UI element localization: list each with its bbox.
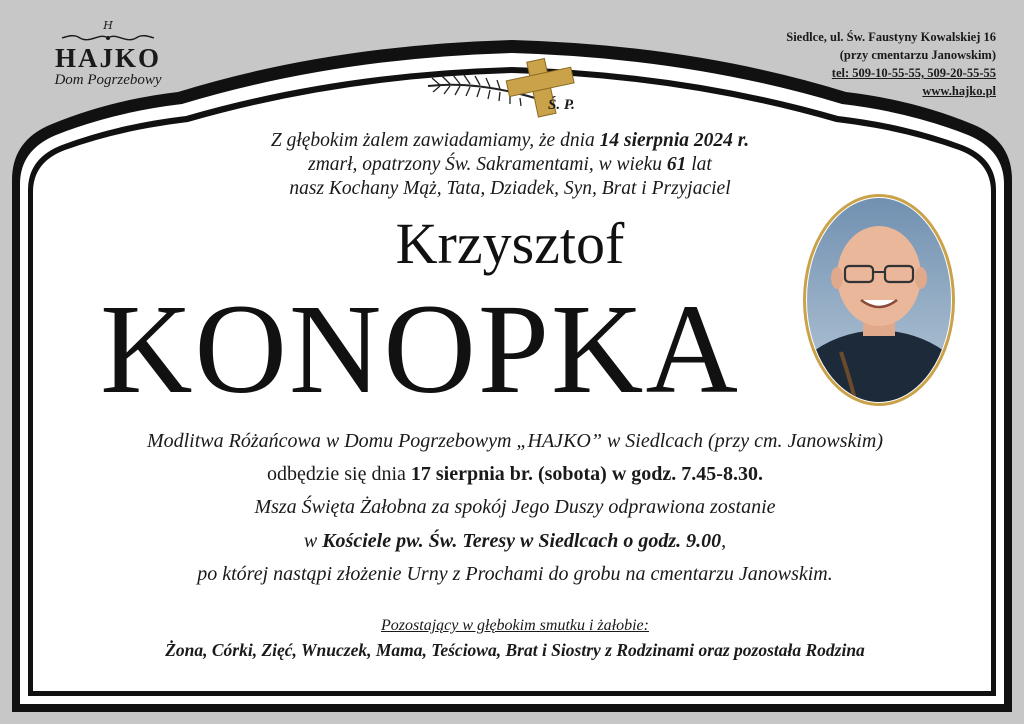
rosary-date: [40, 458, 990, 491]
contact-block: [786, 28, 996, 100]
rosary-datetime: 17 sierpnia br. (sobota) w godz. 7.45-8.30.: [410, 463, 763, 486]
ceremony-text: ,: [721, 529, 727, 552]
ceremony-text: odbędzie się dnia: [267, 463, 411, 486]
intro-line-1: [120, 129, 900, 153]
address-street: Siedlce, ul. Św. Faustyny Kowalskiej 16: [786, 30, 996, 44]
intro-text: lat: [686, 154, 712, 175]
logo-subtitle: Dom Pogrzebowy: [54, 72, 162, 88]
mass-church-time: Kościele pw. Św. Teresy w Siedlcach o godz. 9.00: [322, 529, 722, 552]
date-of-death: 14 sierpnia 2024 r.: [599, 130, 750, 151]
intro-line-2: [120, 153, 900, 177]
burial-info: po której nastąpi złożenie Urny z Prochami do grobu na cmentarzu Janowskim.: [197, 562, 833, 585]
mass-location: [40, 525, 990, 558]
deceased-portrait: [801, 192, 957, 408]
rosary-info: Modlitwa Różańcowa w Domu Pogrzebowym „HAJKO” w Siedlcach (przy cm. Janowskim): [146, 430, 884, 452]
intro-line-3: nasz Kochany Mąż, Tata, Dziadek, Syn, Brat i Przyjaciel: [289, 178, 731, 199]
mourners-heading: Pozostający w głębokim smutku i żałobie:: [381, 617, 649, 634]
deceased-first-name: Krzysztof: [395, 211, 625, 276]
ceremony-text: w: [303, 529, 323, 552]
deceased-surname: KONOPKA: [100, 278, 740, 420]
phone-link[interactable]: tel: 509-10-55-55, 509-20-55-55: [831, 66, 996, 80]
announcement-intro: [120, 129, 900, 201]
mourners-list: Żona, Córki, Zięć, Wnuczek, Mama, Teściowa, Brat i Siostry z Rodzinami oraz pozostała Rodzina: [165, 640, 865, 660]
intro-text: Z głębokim żalem zawiadamiamy, że dnia: [270, 130, 600, 151]
sp-abbreviation: Ś. P.: [548, 97, 575, 113]
address-note: (przy cmentarzu Janowskim): [839, 48, 996, 62]
age-value: 61: [666, 154, 687, 175]
intro-text: zmarł, opatrzony Św. Sakramentami, w wieku: [308, 154, 667, 175]
ceremony-details: [40, 425, 990, 591]
logo-monogram: H: [103, 19, 113, 32]
funeral-home-logo: [28, 20, 188, 88]
mass-info: Msza Święta Żałobna za spokój Jego Duszy odprawiona zostanie: [254, 496, 776, 519]
logo-name: HAJKO: [54, 43, 161, 73]
website-link[interactable]: www.hajko.pl: [922, 84, 996, 98]
